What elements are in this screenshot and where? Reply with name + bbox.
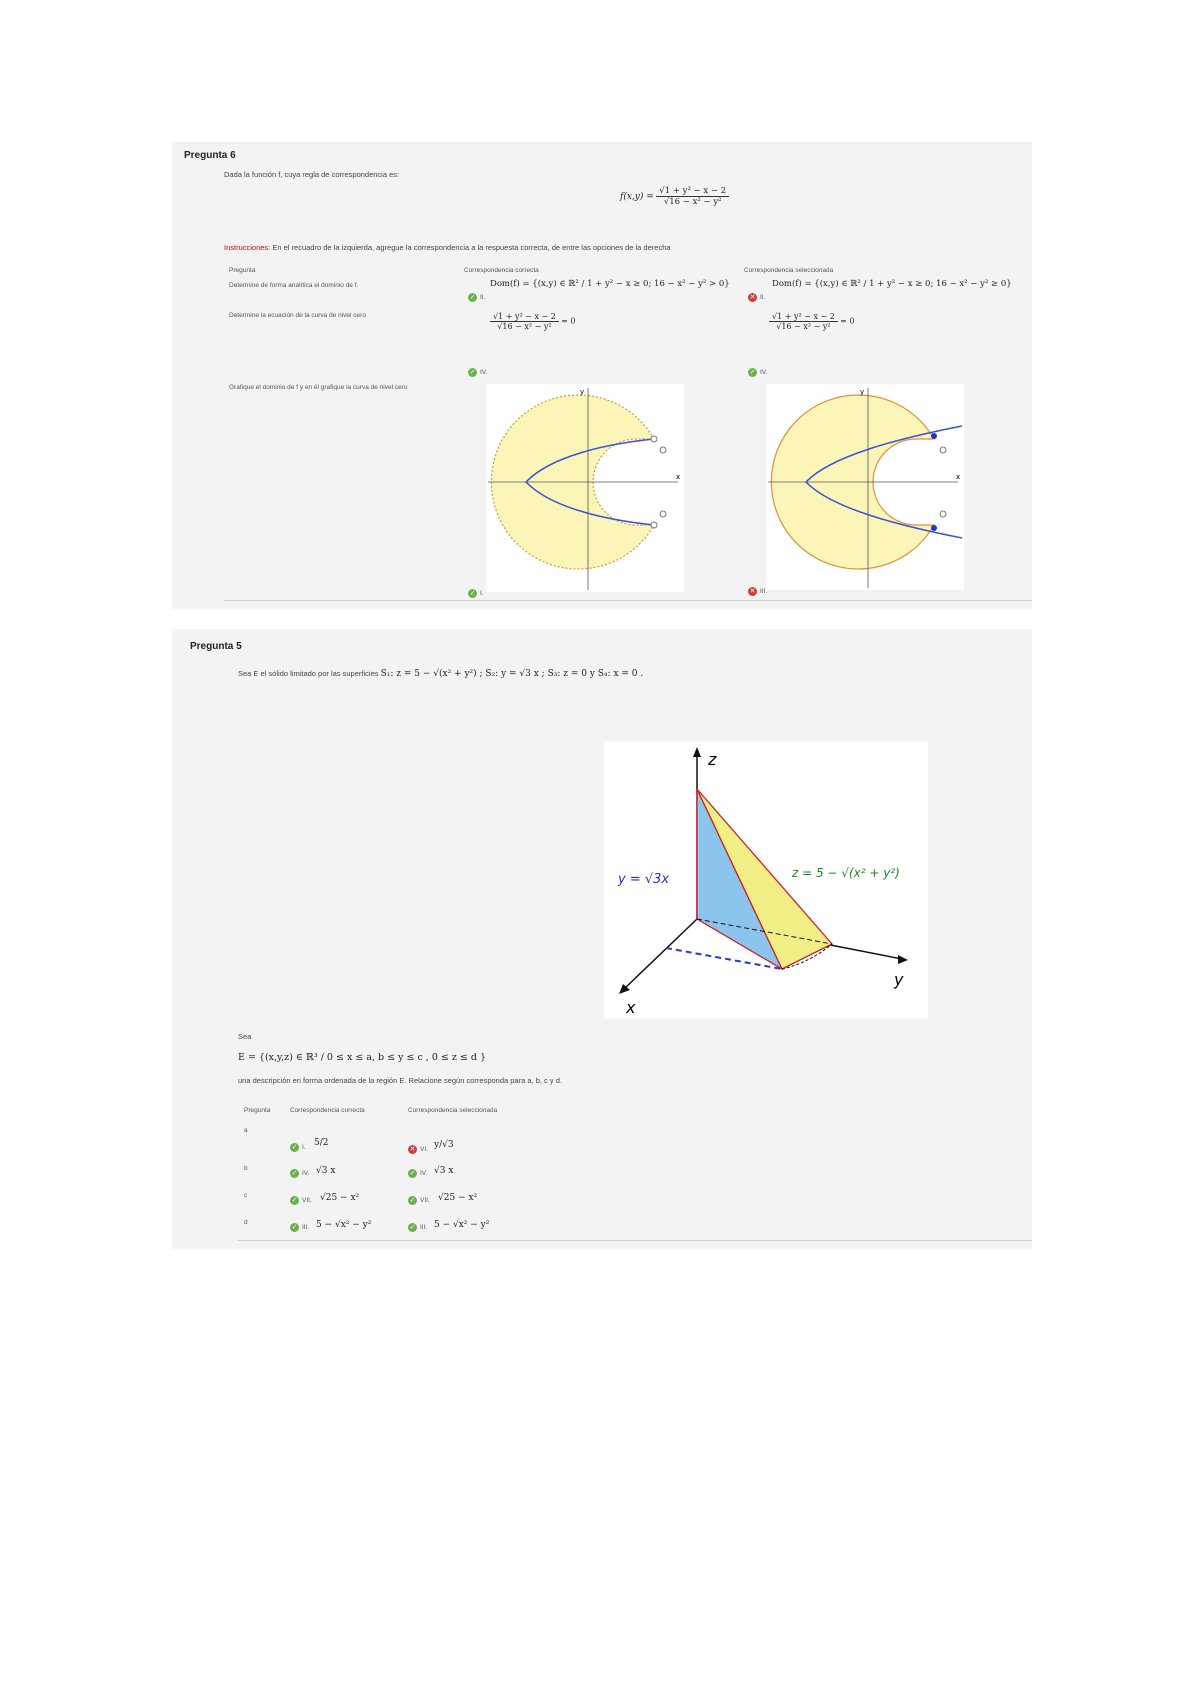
question-6-title: Pregunta 6	[184, 150, 236, 161]
question-6-panel	[172, 142, 1032, 609]
correct-domain-graph	[486, 384, 684, 592]
check-icon: ✓	[409, 1169, 416, 1177]
question-5-panel	[172, 629, 1032, 1249]
q5-row-c-selected-value: √25 − x²	[438, 1193, 478, 1203]
axis-y-label: y	[894, 970, 904, 989]
q5-row-b-selected-key: IV.	[420, 1170, 428, 1177]
cross-icon: ✕	[749, 293, 756, 301]
check-icon: ✓	[291, 1169, 298, 1177]
check-icon: ✓	[409, 1196, 416, 1204]
check-icon: ✓	[469, 368, 476, 376]
question-5-title: Pregunta 5	[190, 641, 242, 652]
selected-domain-graph	[766, 384, 964, 590]
cross-icon: ✕	[749, 587, 756, 595]
row3-selected-key: III.	[760, 588, 768, 595]
sea-label: Sea	[238, 1032, 252, 1041]
instructions	[224, 243, 671, 252]
q5-header-seleccionada: Correspondencia seleccionada	[408, 1107, 498, 1114]
row2-question: Determine la ecuación de la curva de nivel cero	[229, 312, 366, 319]
function-numerator: √1 + y² − x − 2	[656, 186, 729, 197]
q5-row-a-var: a	[244, 1127, 248, 1134]
row2-selected-key: IV.	[760, 369, 768, 376]
row3-correct-key: I.	[480, 590, 484, 597]
row2-correct-key: IV.	[480, 369, 488, 376]
row1-correct-key: II.	[480, 294, 486, 301]
region-description-set: E = {(x,y,z) ∈ ℝ³ / 0 ≤ x ≤ a, b ≤ y ≤ c , 0 ≤ z ≤ d }	[238, 1052, 487, 1063]
q5-row-c-correct-key: VII.	[302, 1197, 312, 1204]
function-denominator: √16 − x² − y²	[663, 197, 722, 207]
question-5-statement: Sea E el sólido limitado por las superficies S₁: z = 5 − √(x² + y²) ; S₂: y = √3 x ; S₃: z = 0 y S₄: x = 0 .	[238, 669, 644, 679]
divider	[224, 600, 1032, 601]
q5-row-b-correct-key: IV.	[302, 1170, 310, 1177]
q5-row-d-var: d	[244, 1219, 248, 1226]
cross-icon: ✕	[409, 1145, 416, 1153]
q5-row-d-selected-key: III.	[420, 1224, 428, 1231]
q5-row-b-var: b	[244, 1165, 248, 1172]
q5-row-c-correct-value: √25 − x²	[320, 1193, 360, 1203]
header-pregunta: Pregunta	[229, 267, 256, 274]
question-6-statement: Dada la función f, cuya regla de correspondencia es:	[224, 170, 400, 179]
row1-correct-answer: Dom(f) = {(x,y) ∈ ℝ² / 1 + y² − x ≥ 0; 16 − x² − y² > 0}	[490, 279, 730, 289]
q5-row-d-correct-value: 5 − √x² − y²	[316, 1220, 372, 1230]
q5-row-b-correct-value: √3 x	[316, 1166, 336, 1176]
q5-row-a-correct-key: I.	[302, 1144, 306, 1151]
q5-row-d-correct-key: III.	[302, 1224, 310, 1231]
plane-label: y = √3x	[618, 872, 670, 887]
cone-label: z = 5 − √(x² + y²)	[792, 866, 900, 880]
instructions-label: Instrucciones:	[224, 243, 271, 252]
check-icon: ✓	[291, 1223, 298, 1231]
check-icon: ✓	[469, 293, 476, 301]
svg-text:y: y	[860, 388, 865, 396]
region-description-text: una descripción en forma ordenada de la región E. Relacione según corresponda para a, b, c y d.	[238, 1076, 562, 1085]
q5-row-a-selected-value: y/√3	[434, 1140, 454, 1150]
svg-text:x: x	[676, 473, 681, 481]
q5-row-c-var: c	[244, 1192, 248, 1199]
row3-question: Grafique el dominio de f y en él grafique la curva de nivel cero	[229, 384, 408, 391]
row2-selected-equation: $\frac{\text{√1 + y² − x − 2}}{\text{√16 − x² − y²}}$ = 0	[769, 312, 854, 331]
instructions-text: En el recuadro de la izquierda, agregue la correspondencia a la respuesta correcta, de entre las opciones de la derecha	[270, 243, 671, 252]
function-formula	[620, 186, 729, 207]
q5-row-c-selected-key: VII.	[420, 1197, 430, 1204]
q5-header-correcta: Correspondencia correcta	[290, 1107, 365, 1114]
row1-question: Determine de forma analítica el dominio de f.	[229, 282, 359, 289]
check-icon: ✓	[291, 1196, 298, 1204]
check-icon: ✓	[291, 1143, 298, 1151]
row2-correct-equation: $\frac{\text{√1 + y² − x − 2}}{\text{√16 − x² − y²}}$ = 0	[490, 312, 575, 331]
q5-header-pregunta: Pregunta	[244, 1107, 271, 1114]
axis-z-label: z	[708, 750, 717, 769]
axis-x-label: x	[626, 998, 636, 1017]
function-lhs: f(x,y) =	[620, 191, 654, 202]
svg-text:y: y	[580, 388, 585, 396]
row1-selected-answer: Dom(f) = {(x,y) ∈ ℝ² / 1 + y² − x ≥ 0; 16 − x² − y² ≥ 0}	[772, 279, 1012, 289]
q5-row-a-correct-value: 5/2	[314, 1138, 329, 1148]
surfaces-formula: S₁: z = 5 − √(x² + y²) ; S₂: y = √3 x ; S₃: z = 0 y S₄: x = 0 .	[380, 669, 644, 679]
solid-region-figure	[604, 741, 928, 1019]
check-icon: ✓	[749, 368, 756, 376]
header-correcta: Correspondencia correcta	[464, 267, 539, 274]
header-seleccionada: Correspondencia seleccionada	[744, 267, 834, 274]
q5-row-a-selected-key: VI.	[420, 1146, 428, 1153]
check-icon: ✓	[409, 1223, 416, 1231]
q5-row-d-selected-value: 5 − √x² − y²	[434, 1220, 490, 1230]
divider	[238, 1240, 1032, 1241]
check-icon: ✓	[469, 589, 476, 597]
q5-row-b-selected-value: √3 x	[434, 1166, 454, 1176]
svg-text:x: x	[956, 473, 961, 481]
row1-selected-key: II.	[760, 294, 766, 301]
